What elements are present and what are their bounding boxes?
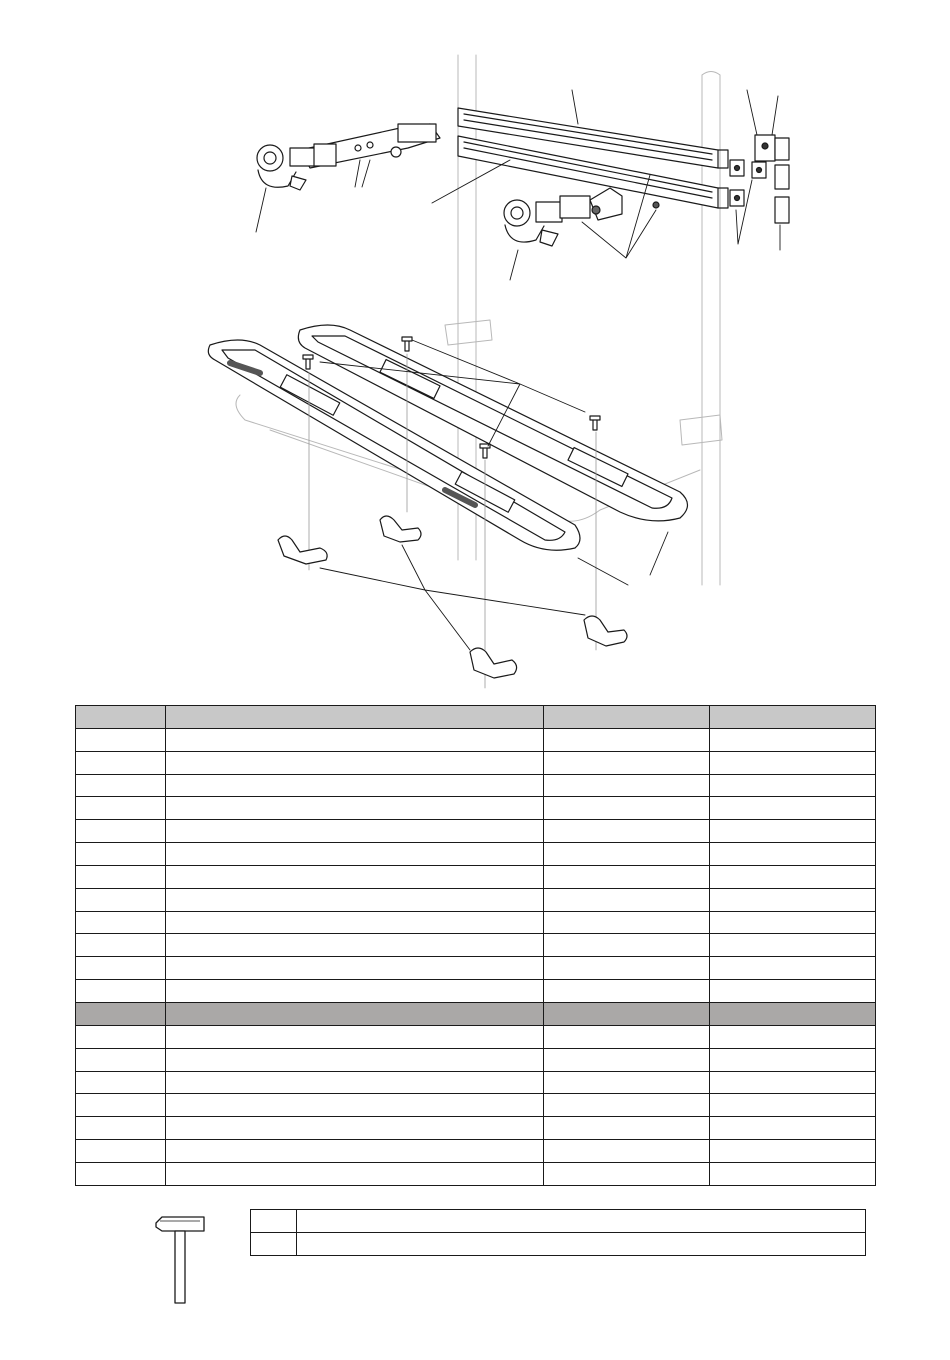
table-cell <box>251 1233 297 1256</box>
table-cell <box>710 1025 876 1048</box>
table-cell <box>166 1071 544 1094</box>
table-cell <box>710 980 876 1003</box>
table-cell <box>76 980 166 1003</box>
table-cell <box>166 820 544 843</box>
table-row <box>76 957 876 980</box>
table-cell <box>710 888 876 911</box>
table-row <box>76 728 876 751</box>
table-cell <box>544 888 710 911</box>
table-cell <box>76 1117 166 1140</box>
table-cell <box>544 774 710 797</box>
table-row <box>76 1094 876 1117</box>
table-cell <box>76 1140 166 1163</box>
column-header <box>710 706 876 729</box>
table-cell <box>76 888 166 911</box>
table-row <box>76 1071 876 1094</box>
table-cell <box>544 865 710 888</box>
table-row <box>76 751 876 774</box>
table-cell <box>166 1048 544 1071</box>
table-cell <box>166 774 544 797</box>
table-cell <box>544 797 710 820</box>
table-cell <box>710 797 876 820</box>
table-cell <box>76 1162 166 1185</box>
table-row <box>76 1048 876 1071</box>
table-cell <box>544 1025 710 1048</box>
table-cell <box>166 1162 544 1185</box>
table-cell <box>710 957 876 980</box>
table-cell <box>76 843 166 866</box>
table-row <box>251 1233 866 1256</box>
table-cell <box>710 1071 876 1094</box>
table-cell <box>76 865 166 888</box>
table-cell <box>544 1162 710 1185</box>
table-cell <box>710 1117 876 1140</box>
table-cell <box>710 911 876 934</box>
table-cell <box>166 1094 544 1117</box>
table-cell <box>710 1162 876 1185</box>
parts-table <box>75 705 876 1186</box>
table-cell <box>544 1140 710 1163</box>
table-cell <box>76 820 166 843</box>
table-row <box>76 911 876 934</box>
right-clamp-arm <box>504 188 659 246</box>
table-row <box>76 1162 876 1185</box>
table-cell <box>710 1048 876 1071</box>
table-row <box>76 865 876 888</box>
table-cell <box>710 820 876 843</box>
table-cell <box>544 1117 710 1140</box>
table-cell <box>710 774 876 797</box>
table-cell <box>710 843 876 866</box>
table-row <box>76 797 876 820</box>
table-cell <box>544 1002 710 1025</box>
table-row <box>76 980 876 1003</box>
table-cell <box>710 934 876 957</box>
table-row <box>76 843 876 866</box>
table-cell <box>76 1048 166 1071</box>
table-cell <box>251 1210 297 1233</box>
table-cell <box>166 1025 544 1048</box>
table-cell <box>544 728 710 751</box>
table-cell <box>166 865 544 888</box>
table-cell <box>76 1002 166 1025</box>
table-cell <box>544 1048 710 1071</box>
table-cell <box>76 728 166 751</box>
table-cell <box>166 751 544 774</box>
table-cell <box>76 751 166 774</box>
table-header-row <box>76 706 876 729</box>
column-header <box>166 706 544 729</box>
section-header-row <box>76 1002 876 1025</box>
tools-table <box>250 1209 866 1256</box>
table-row <box>76 888 876 911</box>
table-cell <box>544 911 710 934</box>
table-row <box>76 934 876 957</box>
table-cell <box>76 957 166 980</box>
table-cell <box>76 911 166 934</box>
table-cell <box>710 1094 876 1117</box>
table-cell <box>166 1002 544 1025</box>
table-cell <box>710 751 876 774</box>
table-cell <box>710 865 876 888</box>
table-cell <box>166 957 544 980</box>
table-cell <box>166 1140 544 1163</box>
table-cell <box>166 843 544 866</box>
hammer-icon <box>150 1215 210 1305</box>
table-cell <box>166 797 544 820</box>
table-cell <box>76 774 166 797</box>
table-cell <box>76 797 166 820</box>
table-cell <box>76 1094 166 1117</box>
column-header <box>544 706 710 729</box>
table-row <box>76 1117 876 1140</box>
table-cell <box>76 934 166 957</box>
table-cell <box>166 888 544 911</box>
table-cell <box>544 843 710 866</box>
table-row <box>251 1210 866 1233</box>
table-cell <box>710 1140 876 1163</box>
end-caps <box>730 135 789 223</box>
table-cell <box>544 751 710 774</box>
table-cell <box>76 1025 166 1048</box>
table-cell <box>544 934 710 957</box>
table-cell <box>166 1117 544 1140</box>
table-cell <box>544 820 710 843</box>
table-cell <box>710 728 876 751</box>
table-cell <box>166 728 544 751</box>
table-cell <box>544 1094 710 1117</box>
table-cell <box>166 934 544 957</box>
table-cell <box>76 1071 166 1094</box>
table-row <box>76 1140 876 1163</box>
table-cell <box>710 1002 876 1025</box>
left-clamp-arm <box>257 124 440 190</box>
table-cell <box>166 911 544 934</box>
table-cell <box>166 980 544 1003</box>
table-row <box>76 1025 876 1048</box>
table-cell <box>297 1210 866 1233</box>
table-cell <box>544 1071 710 1094</box>
table-row <box>76 774 876 797</box>
table-cell <box>544 957 710 980</box>
column-header <box>76 706 166 729</box>
table-row <box>76 820 876 843</box>
table-cell <box>544 980 710 1003</box>
table-cell <box>297 1233 866 1256</box>
